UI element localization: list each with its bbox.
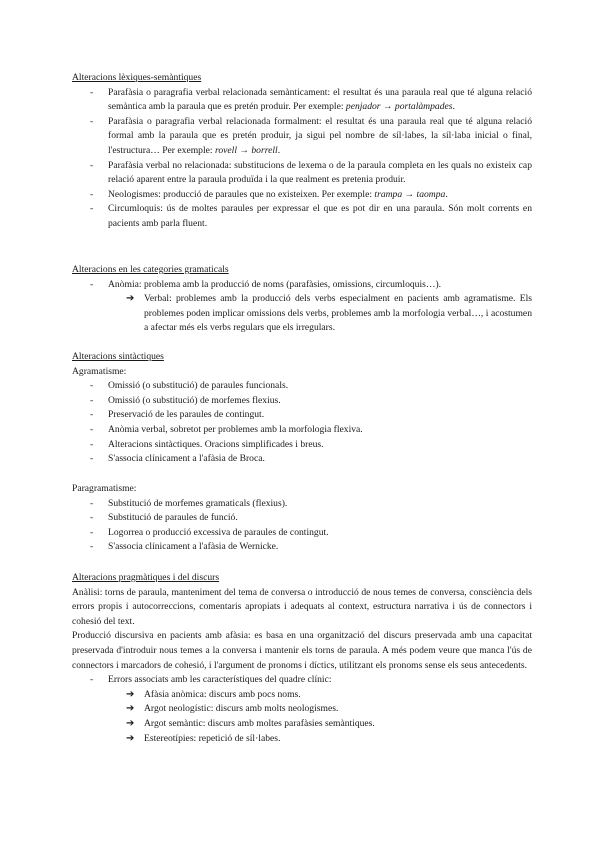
list-item: - Neologismes: producció de paraules que no existeixen. Per exemple: trampa → taompa.: [90, 188, 448, 200]
sub-list-item: ➔ Argot neologístic: discurs amb molts neologismes.: [72, 702, 532, 717]
section-pragmatic-discourse: [72, 571, 532, 746]
subsection-title: Agramatisme:: [72, 365, 127, 377]
list-item: - Omissió (o substitució) de morfemes flexius.: [90, 394, 281, 406]
list-item: - Substitució de morfemes gramaticals (flexius).: [90, 497, 288, 509]
list-item: - S'associa clínicament a l'afàsia de Wernicke.: [90, 541, 279, 553]
list-item: - Omissió (o substitució) de paraules funcionals.: [90, 380, 289, 392]
section-lexical-semantic: [72, 71, 532, 232]
sub-list-item: ➔ Afàsia anòmica: discurs amb pocs noms.: [72, 688, 532, 703]
arrow-icon: ➔: [126, 717, 135, 729]
list-item: - Circumloquis: ús de moltes paraules per expressar el que es pot dir en una paraula. Són molt corrents en pacients amb parla fluent.: [90, 203, 532, 229]
arrow-icon: ➔: [126, 688, 135, 700]
sub-list-item: ➔ Argot semàntic: discurs amb moltes parafàsies semàntiques.: [72, 717, 532, 732]
paragraph: Anàlisi: torns de paraula, manteniment del tema de conversa o introducció de nous temes de conversa, consciència dels errors propis i autocorreccions, comentaris apropiats i adequats al context, estructura narrativa i ús de connectors i cohesió del text.: [72, 586, 532, 627]
sub-list-item: ➔ Verbal: problemes amb la producció dels verbs especialment en pacients amb agramatisme. Els problemes poden implicar omissions dels verbs, problemes amb la morfologia verbal…, i acostumen a afectar més els verbs regulars que els irregulars.: [126, 293, 532, 334]
list-item: - Anòmia verbal, sobretot per problemes amb la morfologia flexiva.: [90, 423, 363, 435]
list-item: - Substitució de paraules de funció.: [90, 512, 238, 524]
list-item: - Parafàsia o paragrafia verbal relacionada semànticament: el resultat és una paraula real que té alguna relació semàntica amb la paraula que es pretén produir. Per exemple: penjador → portalàmpades.: [90, 86, 532, 113]
section-heading: Alteracions lèxiques-semàntiques: [72, 72, 202, 83]
arrow-icon: ➔: [126, 732, 135, 744]
arrow-icon: ➔: [126, 703, 135, 715]
sub-list-item: ➔ Estereotípies: repetició de síl·labes.: [72, 732, 532, 747]
paragraph: Producció discursiva en pacients amb afàsia: es basa en una organització del discurs preservada amb una capacitat preservada d'introduir nous temes a la conversa i mantenir els torns de paraula. A més podem veure que manca l'ús de connectors i marcadors de cohesió, i l'argument de pronoms i díctics, utilitzant els pronoms sense els seus antecedents.: [72, 630, 532, 671]
list-item: - Errors associats amb les característiques del quadre clínic:: [90, 674, 332, 686]
list-item: - Alteracions sintàctiques. Oracions simplificades i breus.: [90, 438, 324, 450]
section-grammatical-categories: [72, 263, 532, 336]
section-heading: Alteracions pragmàtiques i del discurs: [72, 572, 220, 583]
list-item: - Parafàsia verbal no relacionada: substitucions de lexema o de la paraula completa en les quals no existeix cap relació aparent entre la paraula produïda i la que realment es pretenia produir.: [90, 159, 532, 186]
section-heading: Alteracions sintàctiques: [72, 351, 164, 362]
list-item: - Preservació de les paraules de contingut.: [90, 409, 265, 421]
list-item: - S'associa clínicament a l'afàsia de Broca.: [90, 453, 265, 465]
list-item: - Anòmia: problema amb la producció de noms (parafàsies, omissions, circumloquis…).: [90, 278, 442, 290]
section-paragrammatism: [72, 482, 532, 555]
section-heading: Alteracions en les categories gramaticals: [72, 264, 229, 275]
subsection-title: Paragramatisme:: [72, 483, 137, 494]
section-syntactic: [72, 350, 532, 467]
list-item: - Logorrea o producció excessiva de paraules de contingut.: [90, 526, 329, 538]
arrow-icon: ➔: [126, 293, 135, 305]
list-item: - Parafàsia o paragrafia verbal relacionada formalment: el resultat és una paraula real que té alguna relació formal amb la paraula que es pretén produir, ja sigui pel nombre de síl·labes, la síl·laba inicial o final, l'estructura… Per exemple: rovell → borrell.: [90, 115, 532, 156]
